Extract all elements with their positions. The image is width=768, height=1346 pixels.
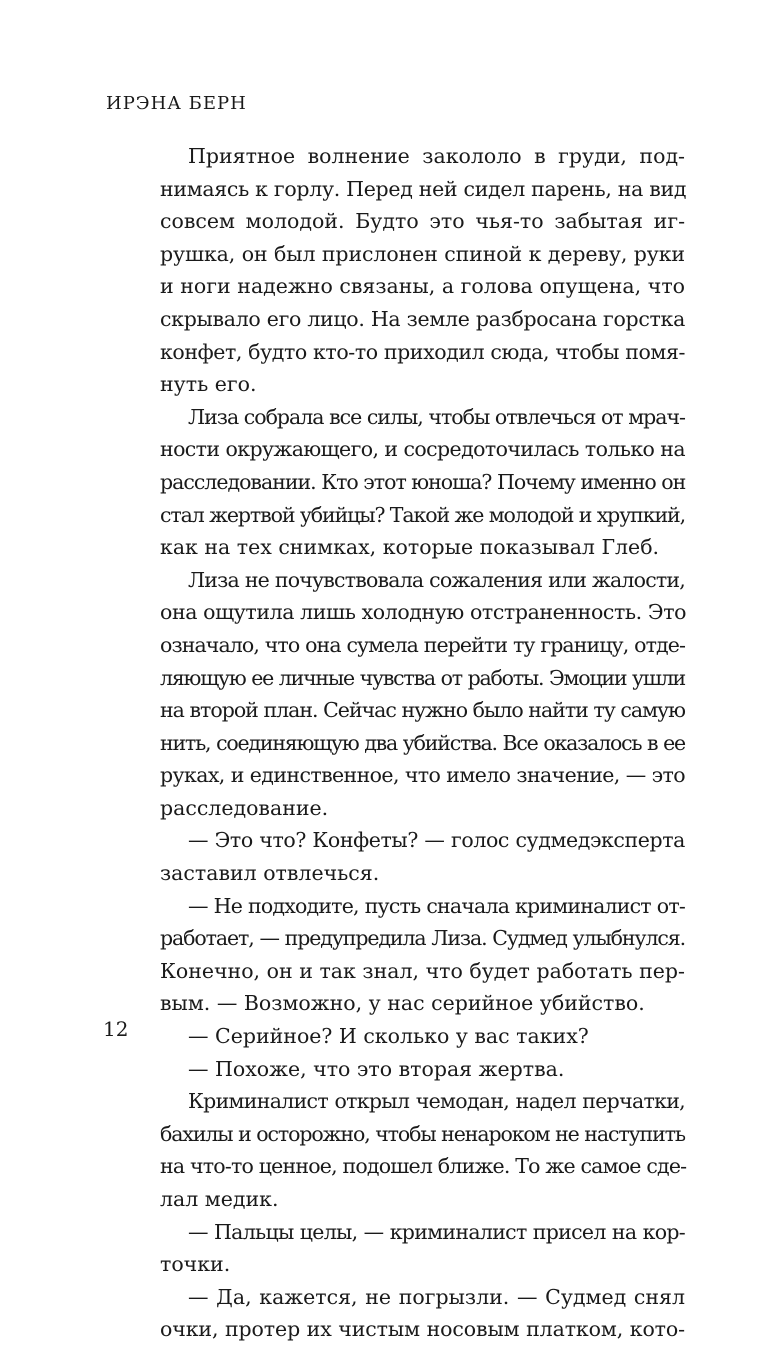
text-line: заставил отвлечься. [160, 861, 380, 886]
running-head: ИРЭНА БЕРН [106, 93, 247, 114]
body-text [160, 140, 685, 1346]
text-line: на второй план. Сейчас нужно было найти ту самую [160, 698, 685, 723]
text-line: на что-то ценное, подошел ближе. То же самое сде- [160, 1154, 687, 1179]
text-line: Приятное волнение закололо в груди, под- [188, 144, 685, 168]
text-line: как на тех снимках, которые показывал Глеб. [160, 535, 660, 560]
text-line: точки. [160, 1252, 231, 1277]
text-line: очки, протер их чистым носовым платком, кото- [160, 1317, 685, 1342]
text-line: — Да, кажется, не погрызли. — Судмед снял [188, 1284, 685, 1309]
text-line: Лиза собрала все силы, чтобы отвлечься от мрач- [188, 404, 685, 429]
text-line: — Серийное? И сколько у вас таких? [188, 1024, 589, 1049]
text-line: ности окружающего, и сосредоточилась только на [160, 437, 685, 462]
text-line: ляющую ее личные чувства от работы. Эмоции ушли [160, 665, 685, 690]
text-line: — Похоже, что это вторая жертва. [188, 1056, 565, 1081]
text-line: — Пальцы целы, — криминалист присел на кор- [188, 1219, 685, 1244]
text-line: лал медик. [160, 1187, 279, 1211]
text-line: Криминалист открыл чемодан, надел перчатки, [188, 1089, 685, 1114]
text-line: конфет, будто кто-то приходил сюда, чтобы помя- [160, 339, 686, 364]
text-line: — Не подходите, пусть сначала криминалист от- [188, 893, 685, 918]
text-line: Конечно, он и так знал, что будет работать пер- [160, 958, 685, 983]
page-number: 12 [103, 1017, 129, 1041]
text-line: рушка, он был прислонен спиной к дереву, руки [160, 241, 685, 266]
text-line: Лиза не почувствовала сожаления или жалости, [188, 567, 685, 592]
text-line: руках, и единственное, что имело значение, — это [160, 763, 685, 788]
text-line: и ноги надежно связаны, а голова опущена, что [160, 274, 685, 299]
text-line: стал жертвой убийцы? Такой же молодой и хрупкий, [160, 502, 685, 527]
text-line: — Это что? Конфеты? — голос судмедэксперта [188, 828, 685, 853]
text-line: работает, — предупредила Лиза. Судмед улыбнулся. [160, 926, 685, 951]
text-line: она ощутила лишь холодную отстраненность. Это [160, 600, 687, 625]
text-line: нуть его. [160, 372, 257, 397]
text-line: скрывало его лицо. На земле разбросана горстка [160, 306, 685, 331]
text-line: вым. — Возможно, у нас серийное убийство. [160, 991, 645, 1016]
text-line: расследование. [160, 795, 329, 820]
text-line: бахилы и осторожно, чтобы ненароком не наступить [160, 1121, 685, 1146]
text-line: расследовании. Кто этот юноша? Почему именно он [160, 469, 686, 494]
text-line: нить, соединяющую два убийства. Все оказалось в ее [160, 730, 685, 755]
text-line: нимаясь к горлу. Перед ней сидел парень, на вид [160, 176, 687, 201]
text-line: означало, что она сумела перейти ту границу, отде- [160, 632, 685, 657]
text-line: совсем молодой. Будто это чья-то забытая иг- [160, 209, 685, 234]
